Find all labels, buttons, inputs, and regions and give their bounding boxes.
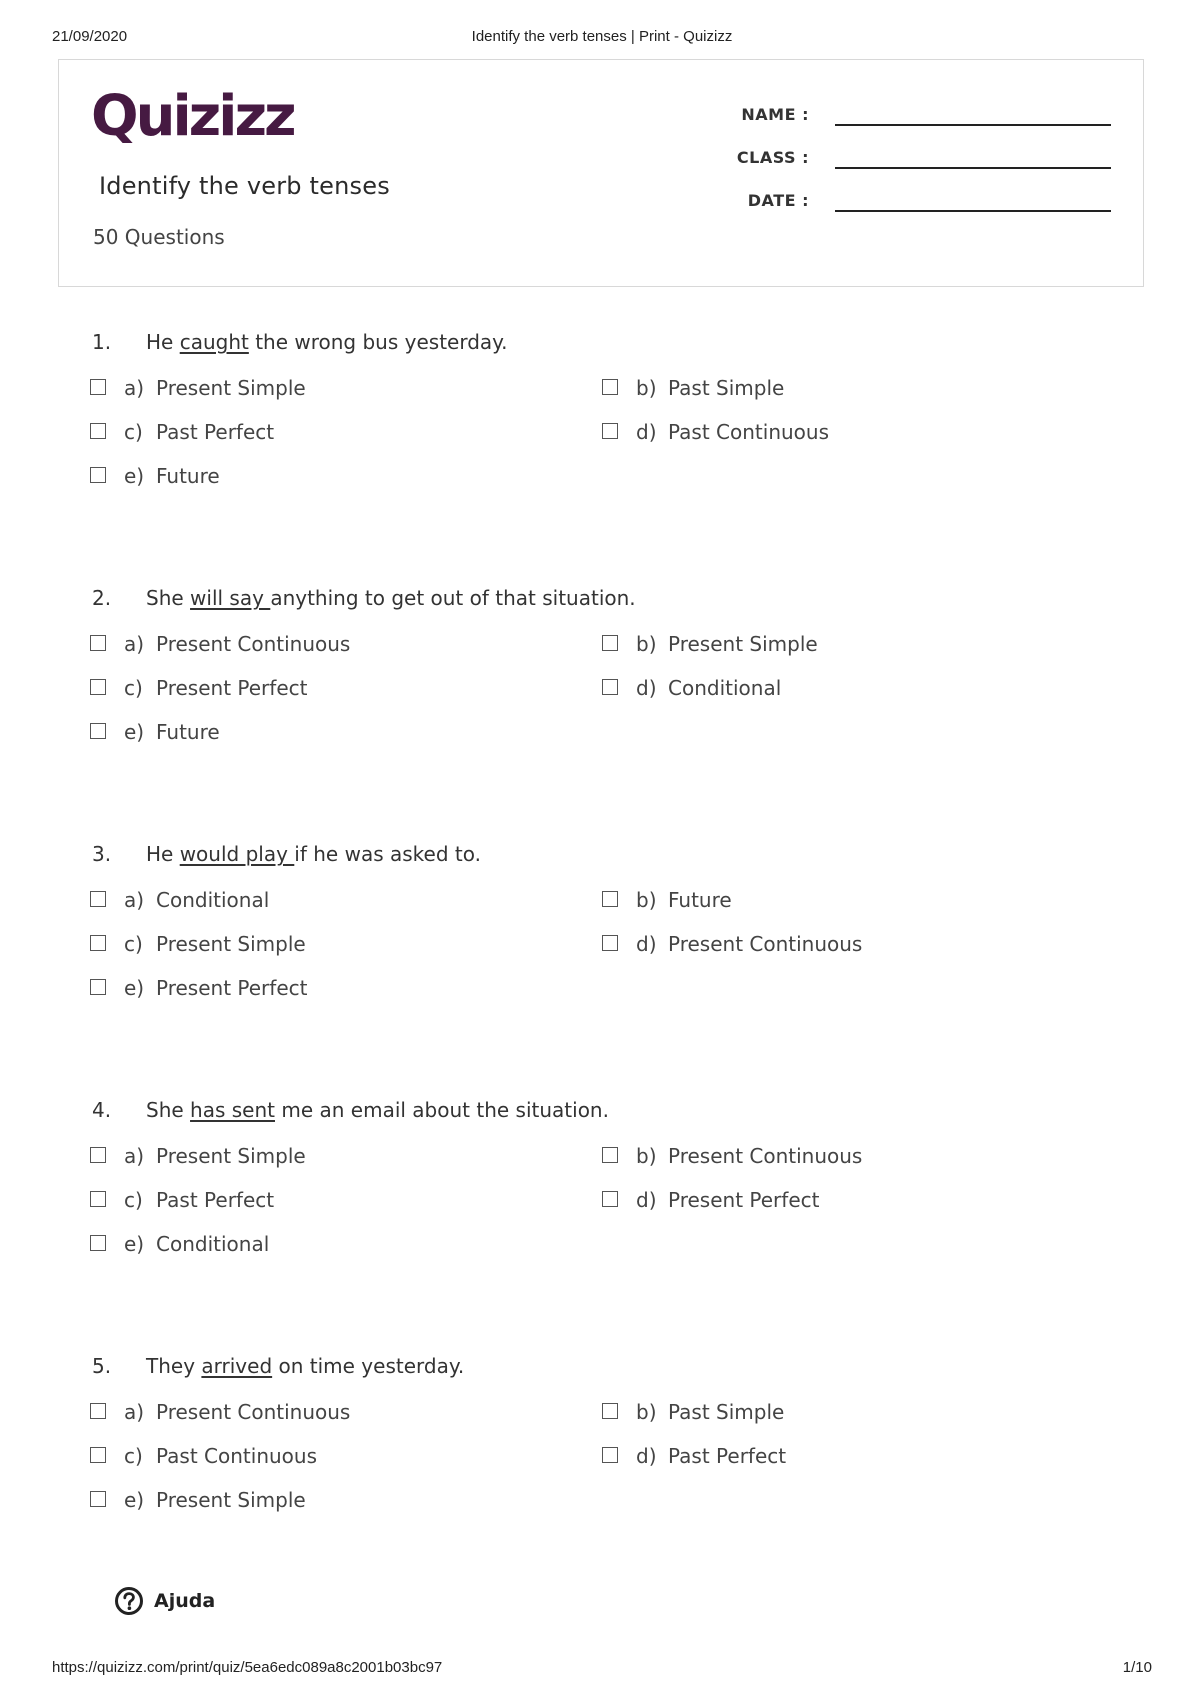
print-date: 21/09/2020: [52, 28, 128, 45]
page-number: 1/10: [1122, 1659, 1152, 1676]
question-number: 4.: [92, 1098, 112, 1122]
print-title: Identify the verb tenses | Print - Quizizz: [471, 28, 733, 45]
checkbox[interactable]: [90, 979, 106, 995]
checkbox[interactable]: [90, 891, 106, 907]
checkbox[interactable]: [602, 679, 618, 695]
checkbox[interactable]: [602, 891, 618, 907]
checkbox[interactable]: [602, 423, 618, 439]
page-url[interactable]: https://quizizz.com/print/quiz/5ea6edc089a8c2001b03bc97: [52, 1659, 443, 1676]
print-header: [52, 28, 1152, 48]
question-text: She has sent me an email about the situation.: [146, 1098, 609, 1122]
class-field: [711, 141, 1111, 171]
checkbox[interactable]: [90, 1147, 106, 1163]
question-number: 1.: [92, 330, 112, 354]
question-1: 1. He caught the wrong bus yesterday. a) Present Simple b) Past Simple c) Past Perfect d) Past Continuous e) Future: [92, 330, 829, 488]
question-circle-icon: [114, 1586, 144, 1616]
checkbox[interactable]: [90, 379, 106, 395]
question-text: He would play if he was asked to.: [146, 842, 481, 866]
checkbox[interactable]: [602, 935, 618, 951]
help-label: Ajuda: [154, 1590, 216, 1612]
checkbox[interactable]: [602, 1447, 618, 1463]
name-field: [711, 98, 1111, 128]
checkbox[interactable]: [90, 467, 106, 483]
checkbox[interactable]: [90, 935, 106, 951]
question-verb: arrived: [201, 1354, 273, 1378]
question-count: 50 Questions: [93, 225, 225, 249]
date-label: DATE :: [747, 191, 809, 210]
quiz-header-box: [58, 59, 1144, 287]
question-number: 2.: [92, 586, 112, 610]
quizizz-logo: [91, 85, 305, 149]
question-text: She will say anything to get out of that situation.: [146, 586, 636, 610]
print-footer: [52, 1659, 1152, 1679]
checkbox[interactable]: [90, 679, 106, 695]
name-label: NAME :: [741, 105, 809, 124]
checkbox[interactable]: [90, 723, 106, 739]
logo-text: Quizizz: [91, 85, 294, 149]
checkbox[interactable]: [90, 1491, 106, 1507]
question-text: They arrived on time yesterday.: [146, 1354, 465, 1378]
question-verb: would play: [179, 842, 295, 866]
checkbox[interactable]: [90, 635, 106, 651]
checkbox[interactable]: [602, 1147, 618, 1163]
checkbox[interactable]: [90, 1191, 106, 1207]
question-verb: will say: [190, 586, 271, 610]
checkbox[interactable]: [602, 1191, 618, 1207]
question-number: 5.: [92, 1354, 112, 1378]
checkbox[interactable]: [90, 423, 106, 439]
class-line[interactable]: [835, 167, 1111, 169]
date-line[interactable]: [835, 210, 1111, 212]
question-verb: has sent: [190, 1098, 275, 1122]
checkbox[interactable]: [90, 1447, 106, 1463]
checkbox[interactable]: [602, 635, 618, 651]
question-number: 3.: [92, 842, 112, 866]
quiz-title: Identify the verb tenses: [99, 172, 390, 200]
date-field: [711, 184, 1111, 214]
question-text: He caught the wrong bus yesterday.: [146, 330, 508, 354]
name-line[interactable]: [835, 124, 1111, 126]
question-verb: caught: [179, 330, 249, 354]
class-label: CLASS :: [736, 148, 809, 167]
question-3: 3. He would play if he was asked to. a) Conditional b) Future c) Present Simple d) Present Continuous e) Present Perfect: [92, 842, 863, 1000]
question-5: 5. They arrived on time yesterday. a) Present Continuous b) Past Simple c) Past Continuous d) Past Perfect e) Present Simple: [92, 1354, 787, 1512]
checkbox[interactable]: [90, 1403, 106, 1419]
checkbox[interactable]: [602, 1403, 618, 1419]
checkbox[interactable]: [602, 379, 618, 395]
question-2: 2. She will say anything to get out of that situation. a) Present Continuous b) Present Simple c) Present Perfect d) Conditional e) Future: [92, 586, 818, 744]
checkbox[interactable]: [90, 1235, 106, 1251]
question-4: 4. She has sent me an email about the situation. a) Present Simple b) Present Continuous c) Past Perfect d) Present Perfect e) Conditional: [92, 1098, 863, 1256]
